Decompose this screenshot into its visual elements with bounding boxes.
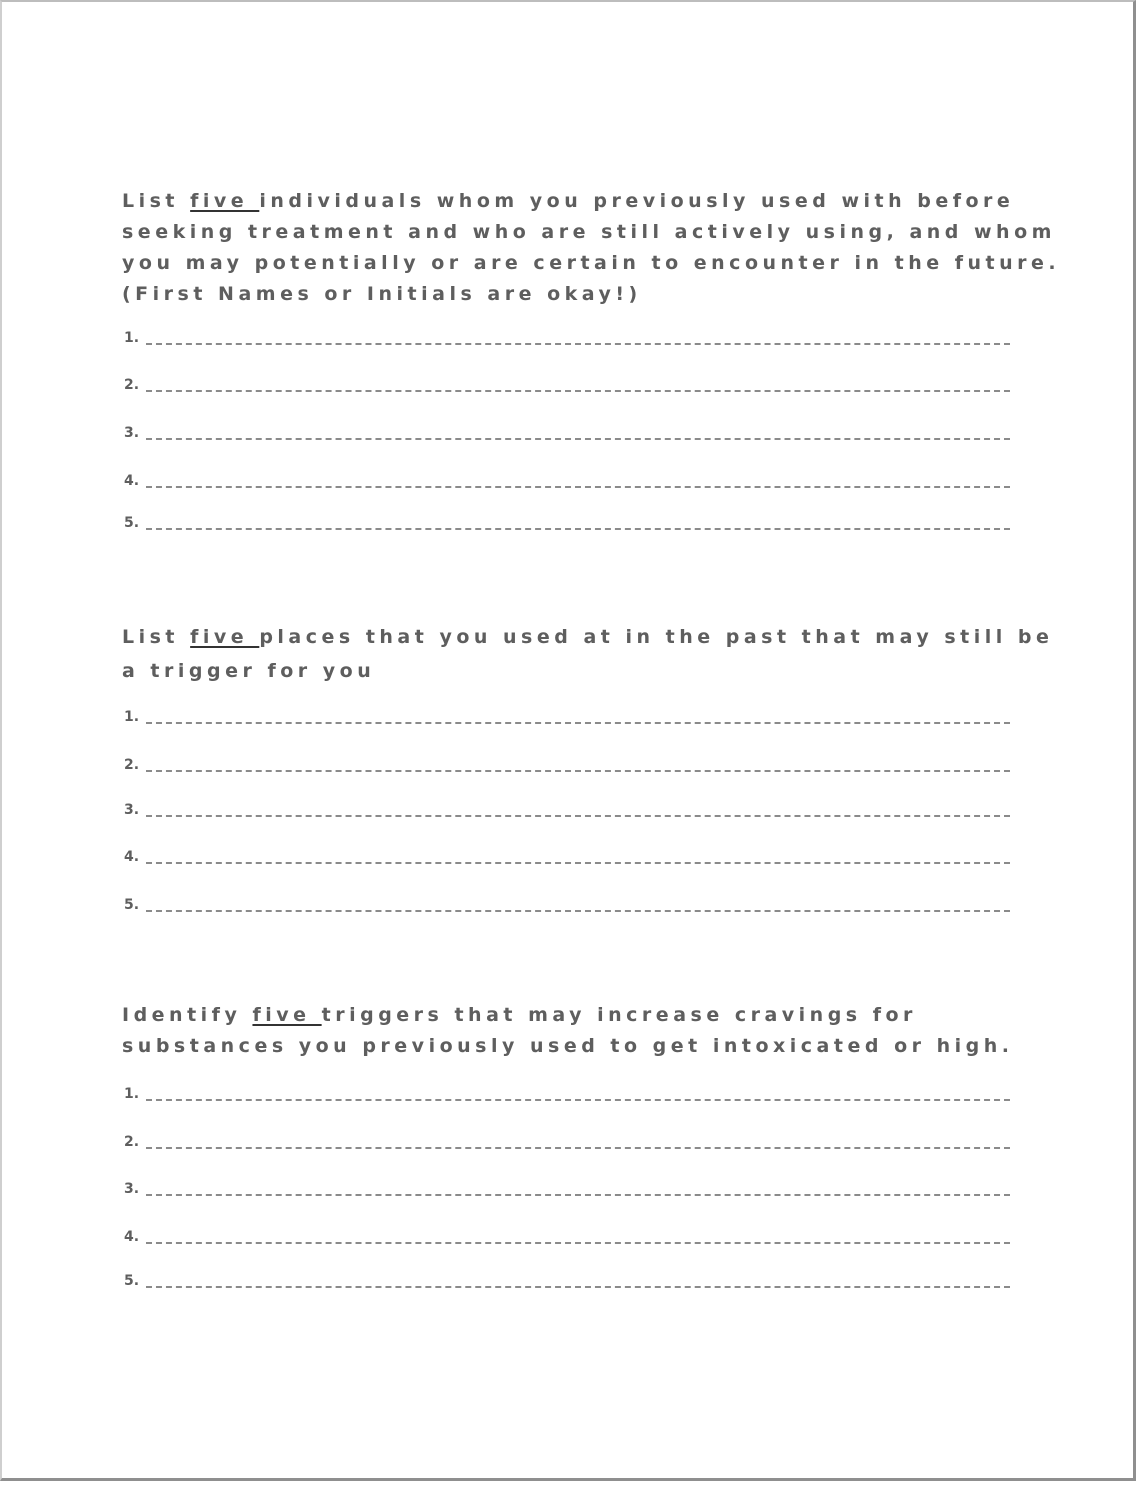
answer-line-2[interactable] bbox=[122, 1135, 1010, 1153]
prompt-line: List five places that you used at in the past that may still be bbox=[122, 626, 1054, 648]
answer-line-3[interactable] bbox=[122, 803, 1010, 821]
prompt-places bbox=[122, 620, 1054, 688]
item-number: 3. bbox=[124, 1181, 140, 1197]
answer-line-4[interactable] bbox=[122, 1230, 1010, 1248]
answer-line-4[interactable] bbox=[122, 474, 1010, 492]
item-number: 5. bbox=[124, 515, 140, 531]
section-triggers bbox=[122, 1000, 1014, 1289]
item-number: 1. bbox=[124, 330, 140, 346]
dashed-rule bbox=[146, 528, 1010, 530]
dashed-rule bbox=[146, 486, 1010, 488]
emphasis-five: five bbox=[190, 190, 260, 212]
item-number: 5. bbox=[124, 1273, 140, 1289]
prompt-triggers bbox=[122, 1000, 1012, 1062]
dashed-rule bbox=[146, 390, 1010, 392]
prompt-individuals bbox=[122, 186, 1061, 310]
emphasis-five: five bbox=[190, 626, 260, 648]
dashed-rule bbox=[146, 910, 1010, 912]
item-number: 2. bbox=[124, 757, 140, 773]
dashed-rule bbox=[146, 722, 1010, 724]
emphasis-five: five bbox=[252, 1004, 322, 1026]
answer-line-1[interactable] bbox=[122, 331, 1010, 349]
dashed-rule bbox=[146, 1286, 1010, 1288]
dashed-rule bbox=[146, 438, 1010, 440]
item-number: 5. bbox=[124, 897, 140, 913]
item-number: 2. bbox=[124, 377, 140, 393]
prompt-line: List five individuals whom you previously used with before bbox=[122, 190, 1015, 212]
item-number: 1. bbox=[124, 1086, 140, 1102]
item-number: 4. bbox=[124, 849, 140, 865]
prompt-line: a trigger for you bbox=[122, 660, 376, 682]
item-number: 4. bbox=[124, 1229, 140, 1245]
dashed-rule bbox=[146, 815, 1010, 817]
answer-line-2[interactable] bbox=[122, 758, 1010, 776]
item-number: 4. bbox=[124, 473, 140, 489]
answer-line-4[interactable] bbox=[122, 850, 1010, 868]
answer-line-1[interactable] bbox=[122, 1087, 1010, 1105]
dashed-rule bbox=[146, 1099, 1010, 1101]
dashed-rule bbox=[146, 770, 1010, 772]
item-number: 3. bbox=[124, 802, 140, 818]
dashed-rule bbox=[146, 1242, 1010, 1244]
item-number: 3. bbox=[124, 425, 140, 441]
section-places bbox=[122, 620, 1054, 913]
dashed-rule bbox=[146, 1147, 1010, 1149]
item-number: 2. bbox=[124, 1134, 140, 1150]
prompt-line: (First Names or Initials are okay!) bbox=[122, 283, 642, 305]
answer-line-2[interactable] bbox=[122, 378, 1010, 396]
item-number: 1. bbox=[124, 709, 140, 725]
section-individuals bbox=[122, 186, 1061, 531]
answer-line-5[interactable] bbox=[122, 1274, 1010, 1292]
answer-line-3[interactable] bbox=[122, 426, 1010, 444]
dashed-rule bbox=[146, 1194, 1010, 1196]
prompt-line: substances you previously used to get intoxicated or high. bbox=[122, 1035, 1014, 1057]
answer-line-5[interactable] bbox=[122, 516, 1010, 534]
dashed-rule bbox=[146, 343, 1010, 345]
prompt-line: Identify five triggers that may increase cravings for bbox=[122, 1004, 917, 1026]
answer-line-1[interactable] bbox=[122, 710, 1010, 728]
answer-line-5[interactable] bbox=[122, 898, 1010, 916]
answer-line-3[interactable] bbox=[122, 1182, 1010, 1200]
dashed-rule bbox=[146, 862, 1010, 864]
prompt-line: seeking treatment and who are still actively using, and whom bbox=[122, 221, 1056, 243]
prompt-line: you may potentially or are certain to encounter in the future. bbox=[122, 252, 1061, 274]
